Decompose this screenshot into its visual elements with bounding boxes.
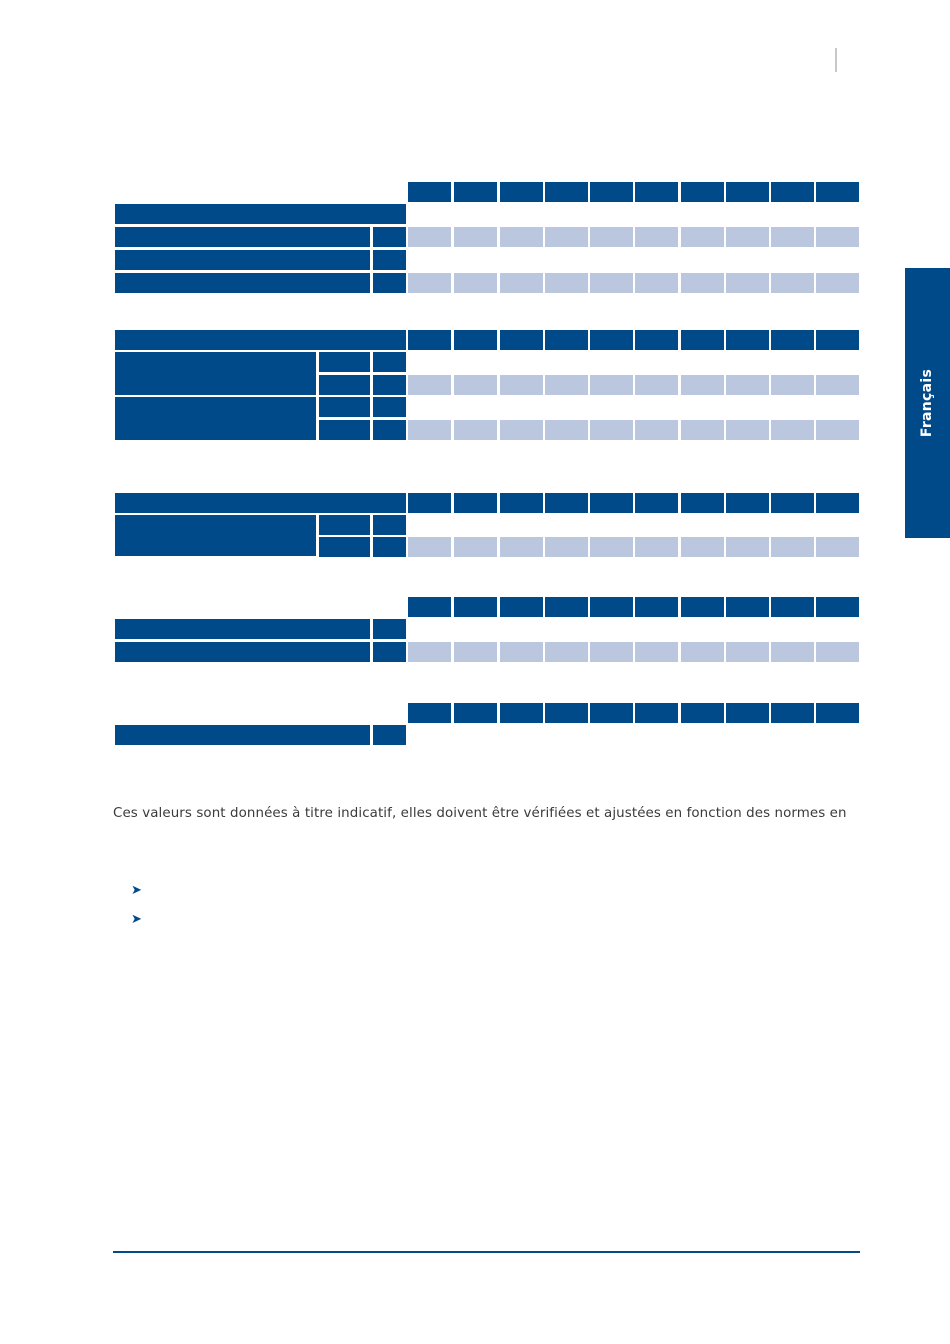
- row-label-cell: [115, 619, 370, 639]
- sub-label-cell: [319, 352, 370, 372]
- header-label-cell: [115, 493, 406, 513]
- header-cell: [500, 597, 543, 617]
- unit-cell: [373, 352, 406, 372]
- header-cell: [635, 182, 678, 202]
- header-cell: [408, 182, 451, 202]
- value-cell: [590, 375, 633, 395]
- value-cell: [545, 227, 588, 247]
- header-cell: [545, 182, 588, 202]
- header-cell: [590, 493, 633, 513]
- header-cell: [500, 330, 543, 350]
- value-cell: [816, 420, 859, 440]
- header-cell: [816, 493, 859, 513]
- header-cell: [681, 493, 724, 513]
- value-cell: [454, 420, 497, 440]
- value-cell: [726, 420, 769, 440]
- header-cell: [771, 182, 814, 202]
- value-cell: [681, 227, 724, 247]
- header-cell: [726, 597, 769, 617]
- value-cell: [500, 642, 543, 662]
- value-cell: [771, 375, 814, 395]
- row-label-cell: [115, 273, 370, 293]
- sub-label-cell: [319, 375, 370, 395]
- row-label-cell: [115, 725, 370, 745]
- value-cell: [681, 420, 724, 440]
- header-cell: [500, 182, 543, 202]
- value-cell: [726, 273, 769, 293]
- sub-label-cell: [319, 397, 370, 417]
- value-cell: [500, 375, 543, 395]
- header-label-cell: [115, 330, 406, 350]
- header-cell: [681, 182, 724, 202]
- unit-cell: [373, 375, 406, 395]
- unit-cell: [373, 397, 406, 417]
- header-cell: [454, 182, 497, 202]
- value-cell: [500, 227, 543, 247]
- value-cell: [454, 227, 497, 247]
- unit-cell: [373, 515, 406, 535]
- header-cell: [590, 597, 633, 617]
- value-cell: [590, 273, 633, 293]
- header-cell: [590, 703, 633, 723]
- value-cell: [500, 537, 543, 557]
- row-label-cell: [115, 227, 370, 247]
- unit-cell: [373, 420, 406, 440]
- value-cell: [681, 375, 724, 395]
- header-cell: [726, 703, 769, 723]
- header-cell: [408, 703, 451, 723]
- header-cell: [408, 330, 451, 350]
- header-cell: [500, 493, 543, 513]
- header-cell: [545, 597, 588, 617]
- header-cell: [726, 493, 769, 513]
- header-cell: [635, 703, 678, 723]
- value-cell: [454, 642, 497, 662]
- unit-cell: [373, 725, 406, 745]
- unit-cell: [373, 227, 406, 247]
- header-cell: [545, 330, 588, 350]
- sub-label-cell: [319, 515, 370, 535]
- value-cell: [545, 420, 588, 440]
- row-label-cell: [115, 250, 370, 270]
- value-cell: [408, 537, 451, 557]
- row-label-cell: [115, 642, 370, 662]
- value-cell: [545, 273, 588, 293]
- header-cell: [635, 493, 678, 513]
- header-cell: [500, 703, 543, 723]
- unit-cell: [373, 273, 406, 293]
- header-cell: [726, 330, 769, 350]
- value-cell: [635, 642, 678, 662]
- header-cell: [590, 330, 633, 350]
- unit-cell: [373, 250, 406, 270]
- value-cell: [500, 420, 543, 440]
- value-cell: [816, 375, 859, 395]
- value-cell: [635, 537, 678, 557]
- value-cell: [771, 227, 814, 247]
- value-cell: [408, 375, 451, 395]
- sub-label-cell: [319, 420, 370, 440]
- arrowhead-bullet-icon: ➤: [131, 912, 142, 927]
- value-cell: [408, 227, 451, 247]
- header-cell: [681, 330, 724, 350]
- header-cell: [771, 330, 814, 350]
- value-cell: [816, 642, 859, 662]
- value-cell: [816, 227, 859, 247]
- value-cell: [590, 227, 633, 247]
- header-cell: [590, 182, 633, 202]
- unit-cell: [373, 537, 406, 557]
- value-cell: [816, 537, 859, 557]
- value-cell: [635, 375, 678, 395]
- header-cell: [635, 330, 678, 350]
- header-cell: [816, 182, 859, 202]
- header-cell: [771, 493, 814, 513]
- value-cell: [726, 642, 769, 662]
- header-cell: [454, 330, 497, 350]
- value-cell: [545, 537, 588, 557]
- sub-label-cell: [319, 537, 370, 557]
- header-cell: [454, 597, 497, 617]
- value-cell: [635, 273, 678, 293]
- value-cell: [500, 273, 543, 293]
- value-cell: [726, 537, 769, 557]
- value-cell: [681, 642, 724, 662]
- value-cell: [408, 420, 451, 440]
- language-tab[interactable]: [905, 268, 950, 538]
- header-divider: [835, 48, 837, 72]
- value-cell: [408, 273, 451, 293]
- value-cell: [635, 420, 678, 440]
- value-cell: [635, 227, 678, 247]
- header-cell: [454, 493, 497, 513]
- value-cell: [454, 537, 497, 557]
- group-label-cell: [115, 352, 316, 395]
- value-cell: [771, 642, 814, 662]
- unit-cell: [373, 642, 406, 662]
- header-cell: [545, 703, 588, 723]
- header-cell: [816, 597, 859, 617]
- value-cell: [816, 273, 859, 293]
- value-cell: [545, 642, 588, 662]
- header-cell: [454, 703, 497, 723]
- value-cell: [408, 642, 451, 662]
- header-cell: [771, 703, 814, 723]
- header-cell: [681, 703, 724, 723]
- header-cell: [681, 597, 724, 617]
- value-cell: [590, 642, 633, 662]
- value-cell: [771, 420, 814, 440]
- value-cell: [726, 227, 769, 247]
- header-cell: [816, 703, 859, 723]
- header-cell: [545, 493, 588, 513]
- value-cell: [771, 537, 814, 557]
- value-cell: [771, 273, 814, 293]
- body-paragraph: Ces valeurs sont données à titre indicatif, elles doivent être vérifiées et ajustées en fonction des normes en: [113, 806, 847, 821]
- section-label-cell: [115, 204, 406, 224]
- value-cell: [590, 420, 633, 440]
- header-cell: [771, 597, 814, 617]
- header-cell: [816, 330, 859, 350]
- language-tab-label: Français: [919, 368, 936, 438]
- value-cell: [681, 273, 724, 293]
- value-cell: [454, 273, 497, 293]
- unit-cell: [373, 619, 406, 639]
- value-cell: [590, 537, 633, 557]
- header-cell: [408, 493, 451, 513]
- value-cell: [726, 375, 769, 395]
- group-label-cell: [115, 515, 316, 556]
- header-cell: [635, 597, 678, 617]
- footer-rule: [113, 1251, 860, 1253]
- header-cell: [408, 597, 451, 617]
- value-cell: [681, 537, 724, 557]
- value-cell: [454, 375, 497, 395]
- arrowhead-bullet-icon: ➤: [131, 883, 142, 898]
- value-cell: [545, 375, 588, 395]
- group-label-cell: [115, 397, 316, 440]
- header-cell: [726, 182, 769, 202]
